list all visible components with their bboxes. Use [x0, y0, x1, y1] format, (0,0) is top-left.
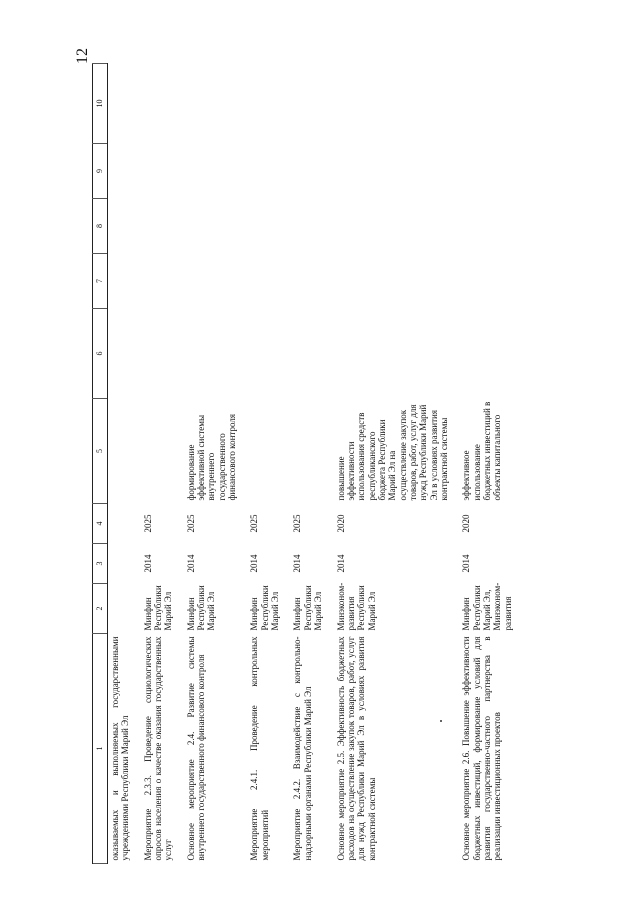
program-activities-table: [92, 63, 523, 864]
activity-name-cell: Мероприятие 2.4.1. Проведение контрольных мероприятий: [249, 636, 270, 861]
start-year-cell: 2014: [461, 554, 472, 573]
activity-name-cell: Мероприятие 2.3.3. Проведение социологических опросов населения о качестве оказания государственных услуг: [142, 636, 174, 861]
table-row: [247, 64, 290, 864]
end-year-cell: 2025: [185, 514, 196, 533]
end-year-cell: 2025: [249, 514, 260, 533]
start-year-cell: 2014: [185, 554, 196, 573]
column-number-row: [93, 64, 108, 864]
start-year-cell: [108, 544, 141, 584]
column-header: 5: [93, 399, 108, 504]
table-row: [459, 64, 523, 864]
executor-cell: Минэконом-развития Республики Марий Эл: [335, 582, 377, 631]
start-year-cell: 2014: [249, 554, 260, 573]
activity-name-cell: Основное мероприятие 2.5. Эффективность бюджетных расходов на осуществление закупок товаров, работ, услуг для нужд Республики Марий Эл в условиях развития контрактной системы: [335, 636, 377, 861]
expected-result-cell: [108, 399, 141, 504]
executor-cell: Минфин Республики Марий Эл: [142, 585, 174, 631]
activity-name-cell: Основное мероприятие 2.6. Повышение эффективности бюджетных инвестиций, формирование условий для развития государственно-частного партнерства в реализации инвестиционных проектов: [461, 636, 503, 861]
column-header: 7: [93, 254, 108, 309]
executor-cell: Минфин Республики Марий Эл, Минэконом-развития: [461, 582, 513, 631]
activity-name-cell: Основное мероприятие 2.4. Развитие системы внутреннего государственного финансового контроля: [185, 636, 207, 861]
column-header: 1: [93, 634, 108, 864]
table-row: [141, 64, 184, 864]
expected-result-cell: формирование эффективной системы внутреннего государственного финансового контроля: [185, 414, 238, 501]
end-year-cell: 2025: [142, 514, 153, 533]
start-year-cell: 2014: [292, 554, 303, 573]
executor-cell: Минфин Республики Марий Эл: [249, 585, 281, 631]
expected-result-cell: [290, 399, 333, 504]
executor-cell: Минфин Республики Марий Эл: [185, 585, 217, 631]
column-header: 10: [93, 64, 108, 144]
table-row: [184, 64, 248, 864]
activity-name-cell: оказываемых и выполняемых государственными учреждениями Республики Марий Эл: [110, 636, 131, 861]
expected-result-cell: эффективное использование бюджетных инвестиций в объекты капитального: [461, 401, 503, 501]
column-header: 3: [93, 544, 108, 584]
table-row: [334, 64, 460, 864]
end-year-cell: 2020: [335, 514, 346, 533]
table-row: [108, 64, 141, 864]
executor-cell: [108, 584, 141, 634]
end-year-cell: 2025: [292, 514, 303, 533]
activity-name-cell: Мероприятие 2.4.2. Взаимодействие с контрольно-надзорными органами Республики Марий Эл: [292, 636, 313, 861]
expected-result-cell: повышение эффективности использования средств республиканского бюджета Республики Марий Эл на осуществление закупок товаров, работ, услуг для нужд Республики Марий Эл в условиях развития контрактной системы: [335, 404, 449, 501]
start-year-cell: 2014: [335, 554, 346, 573]
expected-result-cell: [247, 399, 290, 504]
start-year-cell: 2014: [142, 554, 153, 573]
page-number: 12: [74, 48, 91, 64]
end-year-cell: [108, 504, 141, 544]
column-header: 8: [93, 199, 108, 254]
executor-cell: Минфин Республики Марий Эл: [292, 585, 324, 631]
rotated-table-container: [92, 64, 612, 864]
column-header: 4: [93, 504, 108, 544]
end-year-cell: 2020: [461, 514, 472, 533]
column-header: 9: [93, 144, 108, 199]
column-header: 2: [93, 584, 108, 634]
column-header: 6: [93, 309, 108, 399]
table-row: [290, 64, 333, 864]
expected-result-cell: [141, 399, 184, 504]
